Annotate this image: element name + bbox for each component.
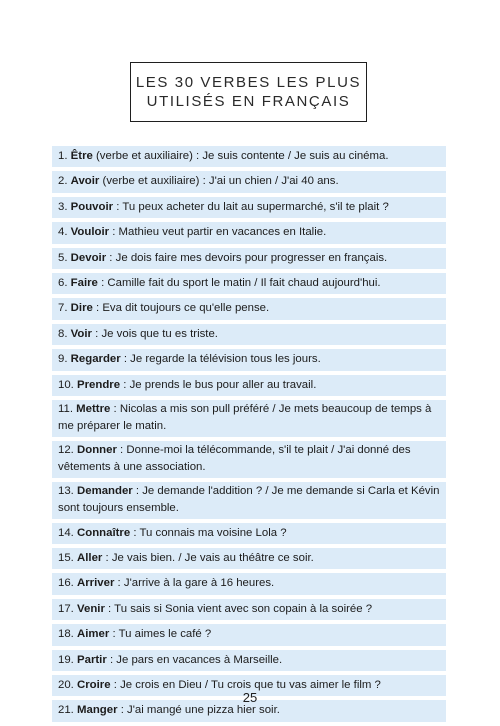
list-item [52,171,446,192]
list-item [52,482,446,519]
verb-name: Croire [77,678,111,691]
verb-name: Avoir [70,175,100,188]
item-number: 8. [58,327,68,340]
list-item [52,441,446,478]
verb-example: : J'arrive à la gare à 16 heures. [114,577,275,590]
verb-list [52,146,446,726]
verb-example: : Eva dit toujours ce qu'elle pense. [92,302,270,315]
verb-example: (verbe et auxiliaire) : Je suis contente / Je suis au cinéma. [92,150,389,162]
item-number: 1. [58,150,68,162]
list-item [52,222,446,243]
verb-name: Faire [70,277,98,290]
verb-example: : Mathieu veut partir en vacances en Italie. [109,226,327,239]
verb-example: : Nicolas a mis son pull préféré / Je mets beaucoup de temps à me préparer le matin. [58,403,432,433]
list-item [52,400,446,437]
item-number: 12. [58,443,74,456]
item-number: 7. [58,302,68,315]
list-item [52,273,446,294]
verb-name: Pouvoir [70,200,114,213]
verb-name: Dire [70,302,93,315]
item-number: 18. [58,628,74,641]
verb-example: : Donne-moi la télécommande, s'il te plait / J'ai donné des vêtements à une association. [58,443,411,474]
verb-name: Voir [70,327,92,340]
verb-name: Demander [77,484,133,497]
verb-name: Arriver [77,577,115,590]
list-item [52,146,446,167]
verb-example: : Tu sais si Sonia vient avec son copain à la soirée ? [104,602,373,615]
verb-example: : J'ai mangé une pizza hier soir. [117,704,280,717]
verb-name: Manger [77,704,118,717]
verb-name: Connaître [77,526,131,539]
verb-name: Regarder [70,353,121,366]
list-item [52,650,446,671]
verb-name: Aimer [77,628,110,641]
verb-example: : Je demande l'addition ? / Je me demande si Carla et Kévin sont toujours ensemble. [58,484,440,515]
item-number: 14. [58,526,74,539]
item-number: 6. [58,277,68,290]
verb-example: : Camille fait du sport le matin / Il fait chaud aujourd'hui. [97,277,381,290]
verb-name: Devoir [70,251,107,264]
list-item [52,599,446,620]
verb-name: Être [70,150,93,162]
list-item [52,573,446,594]
item-number: 11. [58,403,73,416]
verb-example: : Je vois que tu es triste. [91,327,218,340]
verb-example: : Je prends le bus pour aller au travail. [120,378,317,391]
list-item [52,298,446,319]
item-number: 15. [58,551,74,564]
verb-name: Partir [77,653,107,666]
verb-example: : Je crois en Dieu / Tu crois que tu vas aimer le film ? [110,678,381,691]
verb-name: Aller [77,551,103,564]
verb-example: : Je dois faire mes devoirs pour progresser en français. [106,251,388,264]
list-item [52,624,446,645]
page-title [130,62,367,122]
verb-example: : Tu peux acheter du lait au supermarché, s'il te plait ? [113,200,389,213]
verb-name: Mettre [76,403,111,416]
item-number: 3. [58,200,68,213]
verb-name: Prendre [77,378,121,391]
item-number: 21. [58,704,74,717]
list-item [52,349,446,370]
list-item [52,248,446,269]
list-item [52,324,446,345]
page-number: 25 [242,690,258,705]
list-item [52,197,446,218]
verb-example: : Tu aimes le café ? [109,628,212,641]
item-number: 4. [58,226,68,239]
item-number: 9. [58,353,68,366]
item-number: 17. [58,602,74,615]
verb-example: : Je vais bien. / Je vais au théâtre ce soir. [102,551,314,564]
list-item [52,375,446,396]
verb-example: : Je pars en vacances à Marseille. [106,653,283,666]
item-number: 5. [58,251,68,264]
item-number: 20. [58,678,74,691]
verb-example: (verbe et auxiliaire) : J'ai un chien / J'ai 40 ans. [99,175,339,188]
title-line-1: LES 30 VERBES LES PLUS [135,74,362,91]
item-number: 19. [58,653,74,666]
title-line-2: UTILISÉS EN FRANÇAIS [146,93,351,110]
verb-name: Vouloir [70,226,110,239]
verb-name: Venir [77,602,105,615]
list-item [52,548,446,569]
list-item [52,523,446,544]
item-number: 2. [58,175,68,188]
verb-example: : Je regarde la télévision tous les jours. [120,353,321,366]
item-number: 13. [58,484,74,497]
item-number: 16. [58,577,74,590]
item-number: 10. [58,378,74,391]
verb-example: : Tu connais ma voisine Lola ? [130,526,287,539]
verb-name: Donner [77,443,117,456]
